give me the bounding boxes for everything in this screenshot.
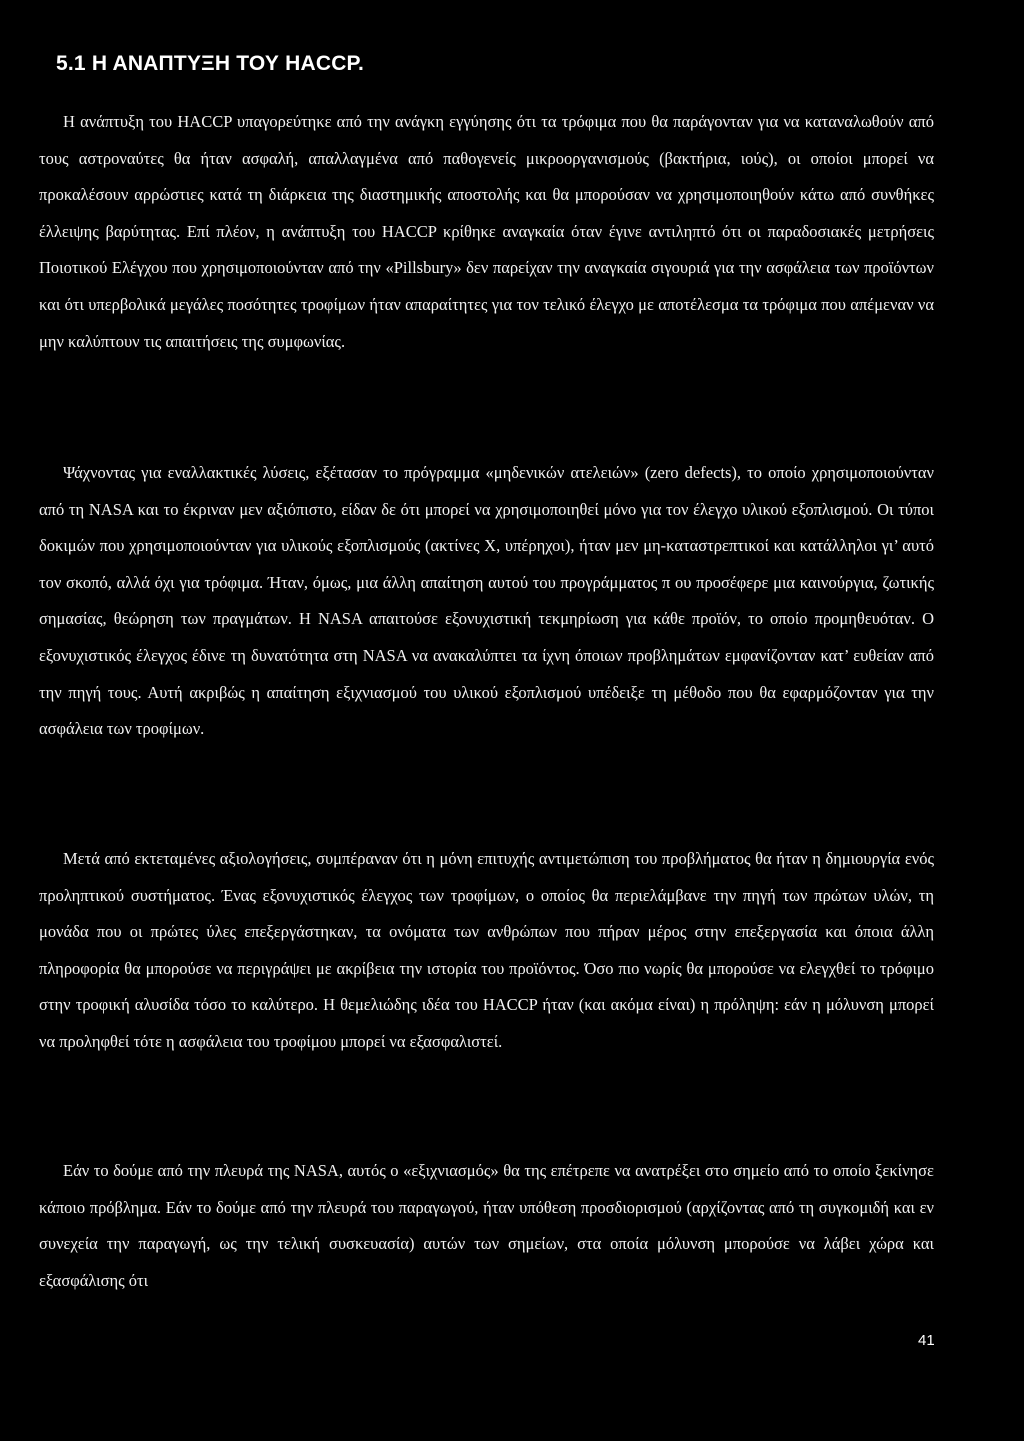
body-paragraph-3: Μετά από εκτεταμένες αξιολογήσεις, συμπέραναν ότι η μόνη επιτυχής αντιμετώπιση του προβλήματος θα ήταν η δημιουργία ενός προληπτικού συστήματος. Ένας εξονυχιστικός έλεγχος των τροφίμων, ο οποίος θα περιελάμβανε την πηγή των πρώτων υλών, τη μονάδα που οι πρώτες ύλες επεξεργάστηκαν, τα ονόματα των ανθρώπων που πήραν μέρος στην επεξεργασία και όποια άλλη πληροφορία θα μπορούσε να περιγράψει με ακρίβεια την ιστορία του προϊόντος. Όσο πιο νωρίς θα μπορούσε να ελεγχθεί το τρόφιμο στην τροφική αλυσίδα τόσο το καλύτερο. Η θεμελιώδης ιδέα του HACCP ήταν (και ακόμα είναι) η πρόληψη: εάν η μόλυνση μπορεί να προληφθεί τότε η ασφάλεια του τροφίμου μπορεί να εξασφαλιστεί.: [39, 849, 934, 1051]
body-paragraph-2: Ψάχνοντας για εναλλακτικές λύσεις, εξέτασαν το πρόγραμμα «μηδενικών ατελειών» (zero defects), το οποίο χρησιμοποιούνταν από τη NASA και το έκριναν μεν αξιόπιστο, είδαν δε ότι μπορεί να χρησιμοποιηθεί μόνο για τον έλεγχο υλικού εξοπλισμού. Οι τύποι δοκιμών που χρησιμοποιούνταν για υλικούς εξοπλισμούς (ακτίνες Χ, υπέρηχοι), ήταν μεν μη-καταστρεπτικοί και κατάλληλοι γι’ αυτό τον σκοπό, αλλά όχι για τρόφιμα. Ήταν, όμως, μια άλλη απαίτηση αυτού του προγράμματος π ου προσέφερε μια καινούργια, ζωτικής σημασίας, θεώρηση των πραγμάτων. Η NASA απαιτούσε εξονυχιστική τεκμηρίωση για κάθε προϊόν, το οποίο προμηθευόταν. Ο εξονυχιστικός έλεγχος έδινε τη δυνατότητα στη NASA να ανακαλύπτει τα ίχνη όποιων προβλημάτων εμφανίζονταν κατ’ ευθείαν από την πηγή τους. Αυτή ακριβώς η απαίτηση εξιχνιασμού του υλικού εξοπλισμού υπέδειξε τη μέθοδο που θα εφαρμόζονταν για την ασφάλεια των τροφίμων.: [39, 463, 934, 739]
body-paragraph-1: Η ανάπτυξη του HACCP υπαγορεύτηκε από την ανάγκη εγγύησης ότι τα τρόφιμα που θα παράγονταν για να καταναλωθούν από τους αστροναύτες θα ήταν ασφαλή, απαλλαγμένα από παθογενείς μικροοργανισμούς (βακτήρια, ιούς), οι οποίοι μπορεί να προκαλέσουν αρρώστιες κατά τη διάρκεια της διαστημικής αποστολής και θα μπορούσαν να χρησιμοποιηθούν κάτω από συνθήκες έλλειψης βαρύτητας. Επί πλέον, η ανάπτυξη του HACCP κρίθηκε αναγκαία όταν έγινε αντιληπτό ότι οι παραδοσιακές μετρήσεις Ποιοτικού Ελέγχου που χρησιμοποιούνταν από την «Pillsbury» δεν παρείχαν την αναγκαία σιγουριά για την ασφάλεια των προϊόντων και ότι υπερβολικά μεγάλες ποσότητες τροφίμων ήταν απαραίτητες για τον τελικό έλεγχο με αποτέλεσμα τα τρόφιμα που απέμεναν να μην καλύπτουν τις απαιτήσεις της συμφωνίας.: [39, 112, 934, 351]
section-heading: 5.1 Η ΑΝΑΠΤΥΞΗ ΤΟΥ HACCP.: [56, 52, 365, 75]
page-number: 41: [918, 1332, 935, 1349]
body-paragraph-4: Εάν το δούμε από την πλευρά της NASA, αυτός ο «εξιχνιασμός» θα της επέτρεπε να ανατρέξει στο σημείο από το οποίο ξεκίνησε κάποιο πρόβλημα. Εάν το δούμε από την πλευρά του παραγωγού, ήταν υπόθεση προσδιορισμού (αρχίζοντας από τη συγκομιδή και εν συνεχεία την παραγωγή, ως την τελική συσκευασία) αυτών των σημείων, στα οποία μόλυνση μπορούσε να λάβει χώρα και εξασφάλισης ότι: [39, 1161, 934, 1290]
